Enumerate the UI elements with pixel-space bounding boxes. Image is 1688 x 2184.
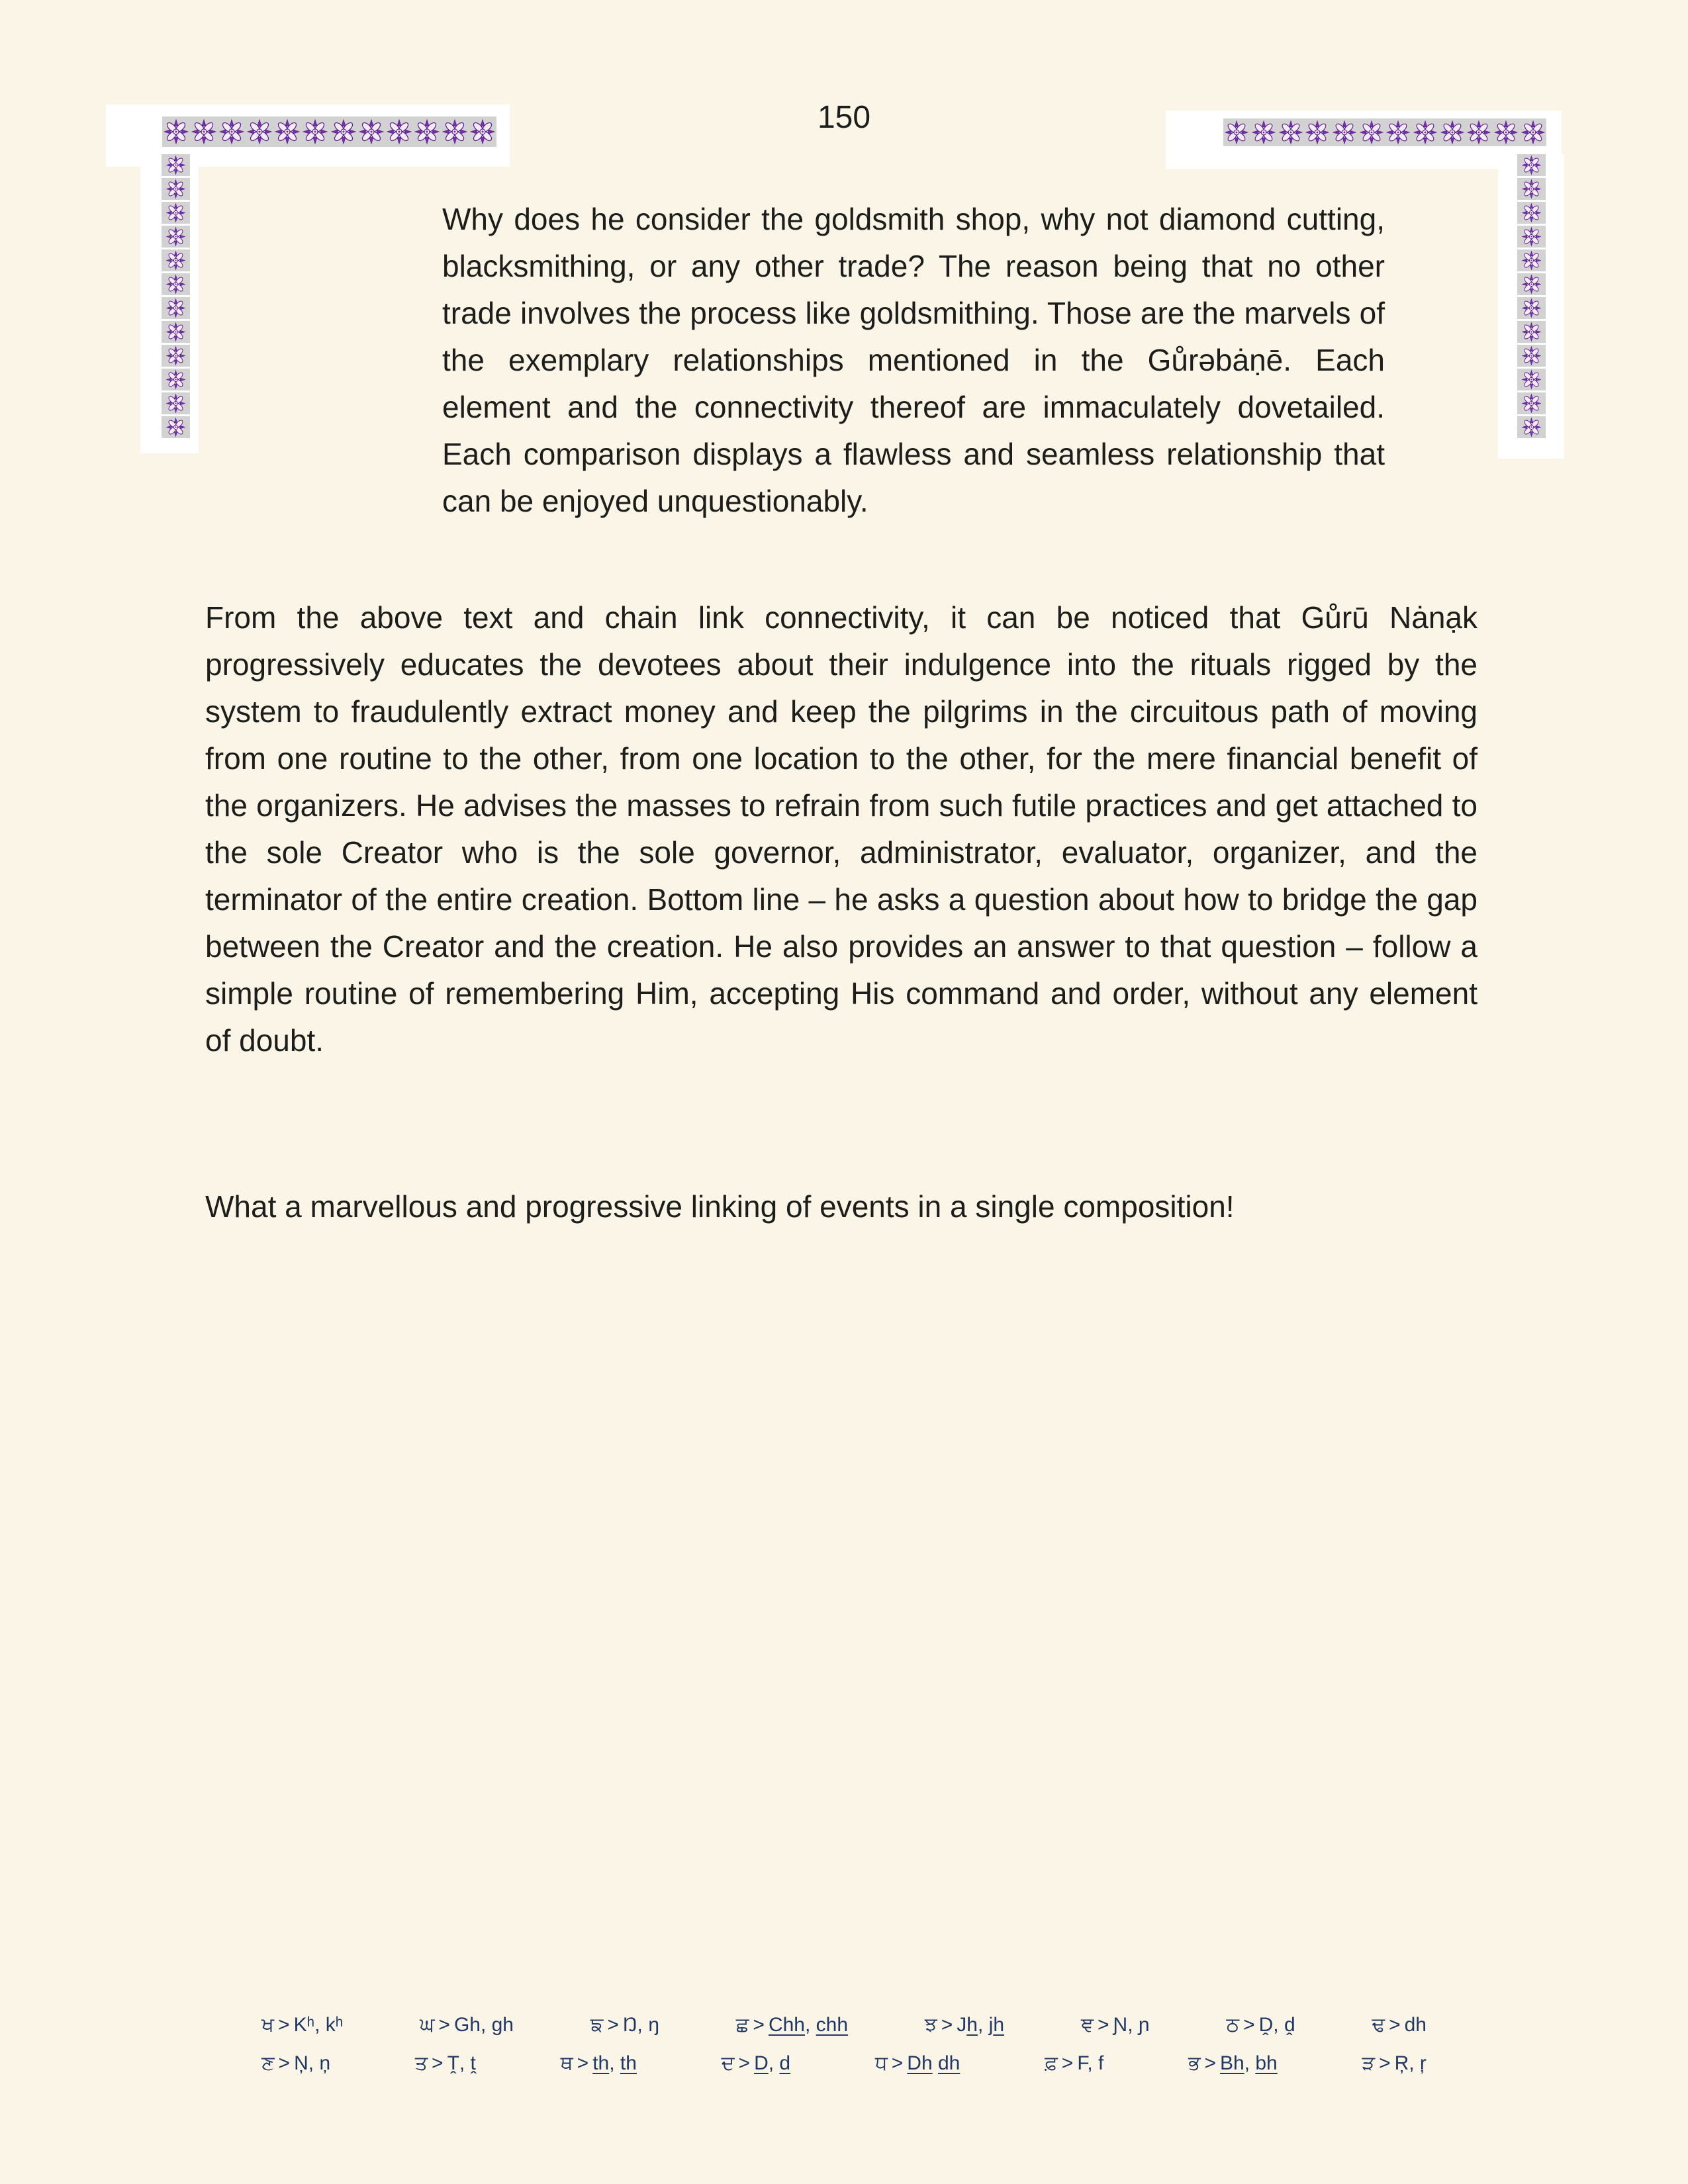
mapping-arrow: > [1243, 2014, 1255, 2036]
gurmukhi-letter: ੜ [1362, 2052, 1376, 2074]
latin-transliteration: Jh, jh [957, 2014, 1004, 2036]
ornament-cell [162, 250, 190, 271]
mapping-arrow: > [432, 2052, 444, 2074]
gurmukhi-letter: ਛ [735, 2014, 749, 2036]
mapping-arrow: > [1389, 2014, 1401, 2036]
mapping-arrow: > [1204, 2052, 1216, 2074]
gurmukhi-letter: ਣ [261, 2052, 275, 2074]
mapping-arrow: > [607, 2014, 619, 2036]
translit-item [261, 2050, 330, 2077]
translit-item [875, 2050, 961, 2077]
flower-ornament-icon [165, 298, 186, 318]
ornament-cell [1517, 154, 1546, 176]
latin-transliteration: Bh, bh [1219, 2052, 1278, 2074]
ornament-cell [162, 154, 190, 176]
latin-transliteration: Ɲ, ɲ [1113, 2014, 1150, 2036]
flower-ornament-icon [414, 118, 440, 145]
ornament-cell [162, 273, 190, 295]
gurmukhi-letter: ਫ਼ [1045, 2052, 1058, 2074]
translit-key [261, 2012, 1427, 2089]
flower-ornament-icon [1521, 155, 1542, 175]
flower-ornament-icon [1359, 120, 1384, 145]
flower-ornament-icon [1440, 120, 1465, 145]
mapping-arrow: > [1379, 2052, 1391, 2074]
flower-ornament-icon [1305, 120, 1330, 145]
translit-item [1081, 2012, 1150, 2038]
ornament-cell [1517, 178, 1546, 200]
flower-ornament-icon [163, 118, 189, 145]
flower-ornament-icon [1521, 250, 1542, 271]
flower-ornament-icon [358, 118, 385, 145]
flower-ornament-icon [218, 118, 245, 145]
mapping-arrow: > [278, 2014, 290, 2036]
flower-ornament-icon [330, 118, 357, 145]
mapping-arrow: > [278, 2052, 291, 2074]
gurmukhi-letter: ਭ [1188, 2052, 1201, 2074]
flower-ornament-icon [469, 118, 496, 145]
ornament-cell [1517, 202, 1546, 224]
gurmukhi-letter: ਠ [1226, 2014, 1240, 2036]
ornament-cell [162, 416, 190, 438]
ornament-cell [1517, 226, 1546, 248]
gurmukhi-letter: ਦ [721, 2052, 735, 2074]
translit-item [1045, 2050, 1103, 2077]
translit-item [722, 2050, 790, 2077]
latin-transliteration: D, d [754, 2052, 791, 2074]
ornament-cell [1517, 392, 1546, 414]
flower-ornament-icon [165, 345, 186, 366]
gurmukhi-letter: ਖ [261, 2014, 275, 2036]
flower-ornament-icon [165, 393, 186, 414]
latin-transliteration: Ṱ, ṱ [447, 2052, 476, 2074]
latin-transliteration: F, f [1077, 2052, 1104, 2074]
ornament-cell [162, 345, 190, 367]
translit-item [415, 2050, 476, 2077]
flower-ornament-icon [1332, 120, 1357, 145]
mapping-arrow: > [1061, 2052, 1074, 2074]
flower-ornament-icon [386, 118, 412, 145]
flower-ornament-icon [1493, 120, 1519, 145]
flower-ornament-icon [1521, 226, 1542, 247]
flower-ornament-icon [1413, 120, 1438, 145]
translit-item [1372, 2012, 1427, 2038]
flower-ornament-icon [165, 155, 186, 175]
ornament-cell [1517, 345, 1546, 367]
gurmukhi-letter: ਢ [1372, 2014, 1385, 2036]
latin-transliteration: Dh dh [907, 2052, 961, 2074]
mapping-arrow: > [891, 2052, 904, 2074]
flower-ornament-icon [1521, 274, 1542, 295]
latin-transliteration: Kʰ, kʰ [293, 2014, 344, 2036]
flower-ornament-icon [1521, 322, 1542, 342]
ornament-column-right [1517, 154, 1546, 438]
mapping-arrow: > [941, 2014, 953, 2036]
latin-transliteration: Ḓ, ḓ [1258, 2014, 1295, 2036]
ornament-strip-topright [1223, 118, 1546, 146]
flower-ornament-icon [1278, 120, 1303, 145]
gurmukhi-letter: ਤ [414, 2052, 428, 2074]
translit-item [420, 2012, 514, 2038]
flower-ornament-icon [1224, 120, 1249, 145]
gurmukhi-letter: ਧ [874, 2052, 888, 2074]
translit-row [261, 2050, 1427, 2077]
gurmukhi-letter: ਞ [1080, 2014, 1094, 2036]
flower-ornament-icon [1521, 298, 1542, 318]
flower-ornament-icon [1521, 393, 1542, 414]
ornament-cell [162, 321, 190, 343]
flower-ornament-icon [1521, 345, 1542, 366]
mapping-arrow: > [738, 2052, 751, 2074]
ornament-cell [162, 297, 190, 319]
ornament-cell [162, 226, 190, 248]
translit-item [590, 2012, 659, 2038]
latin-transliteration: Chh, chh [768, 2014, 849, 2036]
flower-ornament-icon [1521, 179, 1542, 199]
ornament-column-left [162, 154, 190, 438]
flower-ornament-icon [1521, 369, 1542, 390]
flower-ornament-icon [442, 118, 468, 145]
flower-ornament-icon [165, 274, 186, 295]
translit-row [261, 2012, 1427, 2038]
mapping-arrow: > [753, 2014, 765, 2036]
flower-ornament-icon [165, 250, 186, 271]
translit-item [925, 2012, 1004, 2038]
closing-remark-paragraph: What a marvellous and progressive linking of events in a single composition! [205, 1189, 1235, 1224]
ornament-cell [162, 178, 190, 200]
ornament-strip-topleft [162, 116, 496, 147]
translit-item [561, 2050, 637, 2077]
latin-transliteration: Ŗ, ŗ [1394, 2052, 1427, 2074]
latin-transliteration: th, th [592, 2052, 637, 2074]
flower-ornament-icon [165, 369, 186, 390]
flower-ornament-icon [246, 118, 273, 145]
flower-ornament-icon [1521, 203, 1542, 223]
flower-ornament-icon [165, 179, 186, 199]
gurmukhi-letter: ਝ [924, 2014, 937, 2036]
gurmukhi-letter: ਙ [590, 2014, 604, 2036]
translit-item [1188, 2050, 1278, 2077]
page-number: 150 [817, 100, 871, 135]
ornament-cell [1517, 273, 1546, 295]
body-paragraph: From the above text and chain link connectivity, it can be noticed that Gůrū Nȧnạk progressively educates the devotees about their indulgence into the rituals rigged by the system to fraudulently extract money and keep the pilgrims in the circuitous path of moving from one routine to the other, from one location to the other, for the mere financial benefit of the organizers. He advises the masses to refrain from such futile practices and get attached to the sole Creator who is the sole governor, administrator, evaluator, organizer, and the terminator of the entire creation. Bottom line – he asks a question about how to bridge the gap between the Creator and the creation. He also provides an answer to that question – follow a simple routine of remembering Him, accepting His command and order, without any element of doubt. [205, 600, 1477, 1058]
flower-ornament-icon [191, 118, 217, 145]
flower-ornament-icon [165, 226, 186, 247]
translit-item [1226, 2012, 1295, 2038]
gurmukhi-letter: ਥ [560, 2052, 573, 2074]
ornament-cell [1517, 250, 1546, 271]
ornament-cell [162, 392, 190, 414]
latin-transliteration: Ņ, ņ [294, 2052, 331, 2074]
flower-ornament-icon [1466, 120, 1491, 145]
translit-item [261, 2012, 343, 2038]
translit-item [1362, 2050, 1426, 2077]
flower-ornament-icon [274, 118, 301, 145]
flower-ornament-icon [165, 417, 186, 437]
latin-transliteration: Gh, gh [453, 2014, 514, 2036]
ornament-cell [162, 369, 190, 390]
latin-transliteration: Ŋ, ŋ [622, 2014, 659, 2036]
ornament-cell [162, 202, 190, 224]
ornament-cell [1517, 297, 1546, 319]
mapping-arrow: > [1098, 2014, 1109, 2036]
translit-item [736, 2012, 848, 2038]
indented-quote-paragraph: Why does he consider the goldsmith shop, why not diamond cutting, blacksmithing, or any other trade? The reason being that no other trade involves the process like goldsmithing. Those are the marvels of the exemplary relationships mentioned in the Gůrəbȧṇē. Each element and the connectivity thereof are immaculately dovetailed. Each comparison displays a flawless and seamless relationship that can be enjoyed unquestionably. [442, 202, 1385, 518]
gurmukhi-letter: ਘ [420, 2014, 435, 2036]
mapping-arrow: > [438, 2014, 450, 2036]
ornament-cell [1517, 321, 1546, 343]
flower-ornament-icon [165, 203, 186, 223]
ornament-cell [1517, 369, 1546, 390]
flower-ornament-icon [165, 322, 186, 342]
latin-transliteration: dh [1404, 2014, 1427, 2036]
mapping-arrow: > [577, 2052, 589, 2074]
flower-ornament-icon [1521, 417, 1542, 437]
flower-ornament-icon [1521, 120, 1546, 145]
flower-ornament-icon [302, 118, 328, 145]
flower-ornament-icon [1251, 120, 1276, 145]
flower-ornament-icon [1385, 120, 1411, 145]
ornament-cell [1517, 416, 1546, 438]
